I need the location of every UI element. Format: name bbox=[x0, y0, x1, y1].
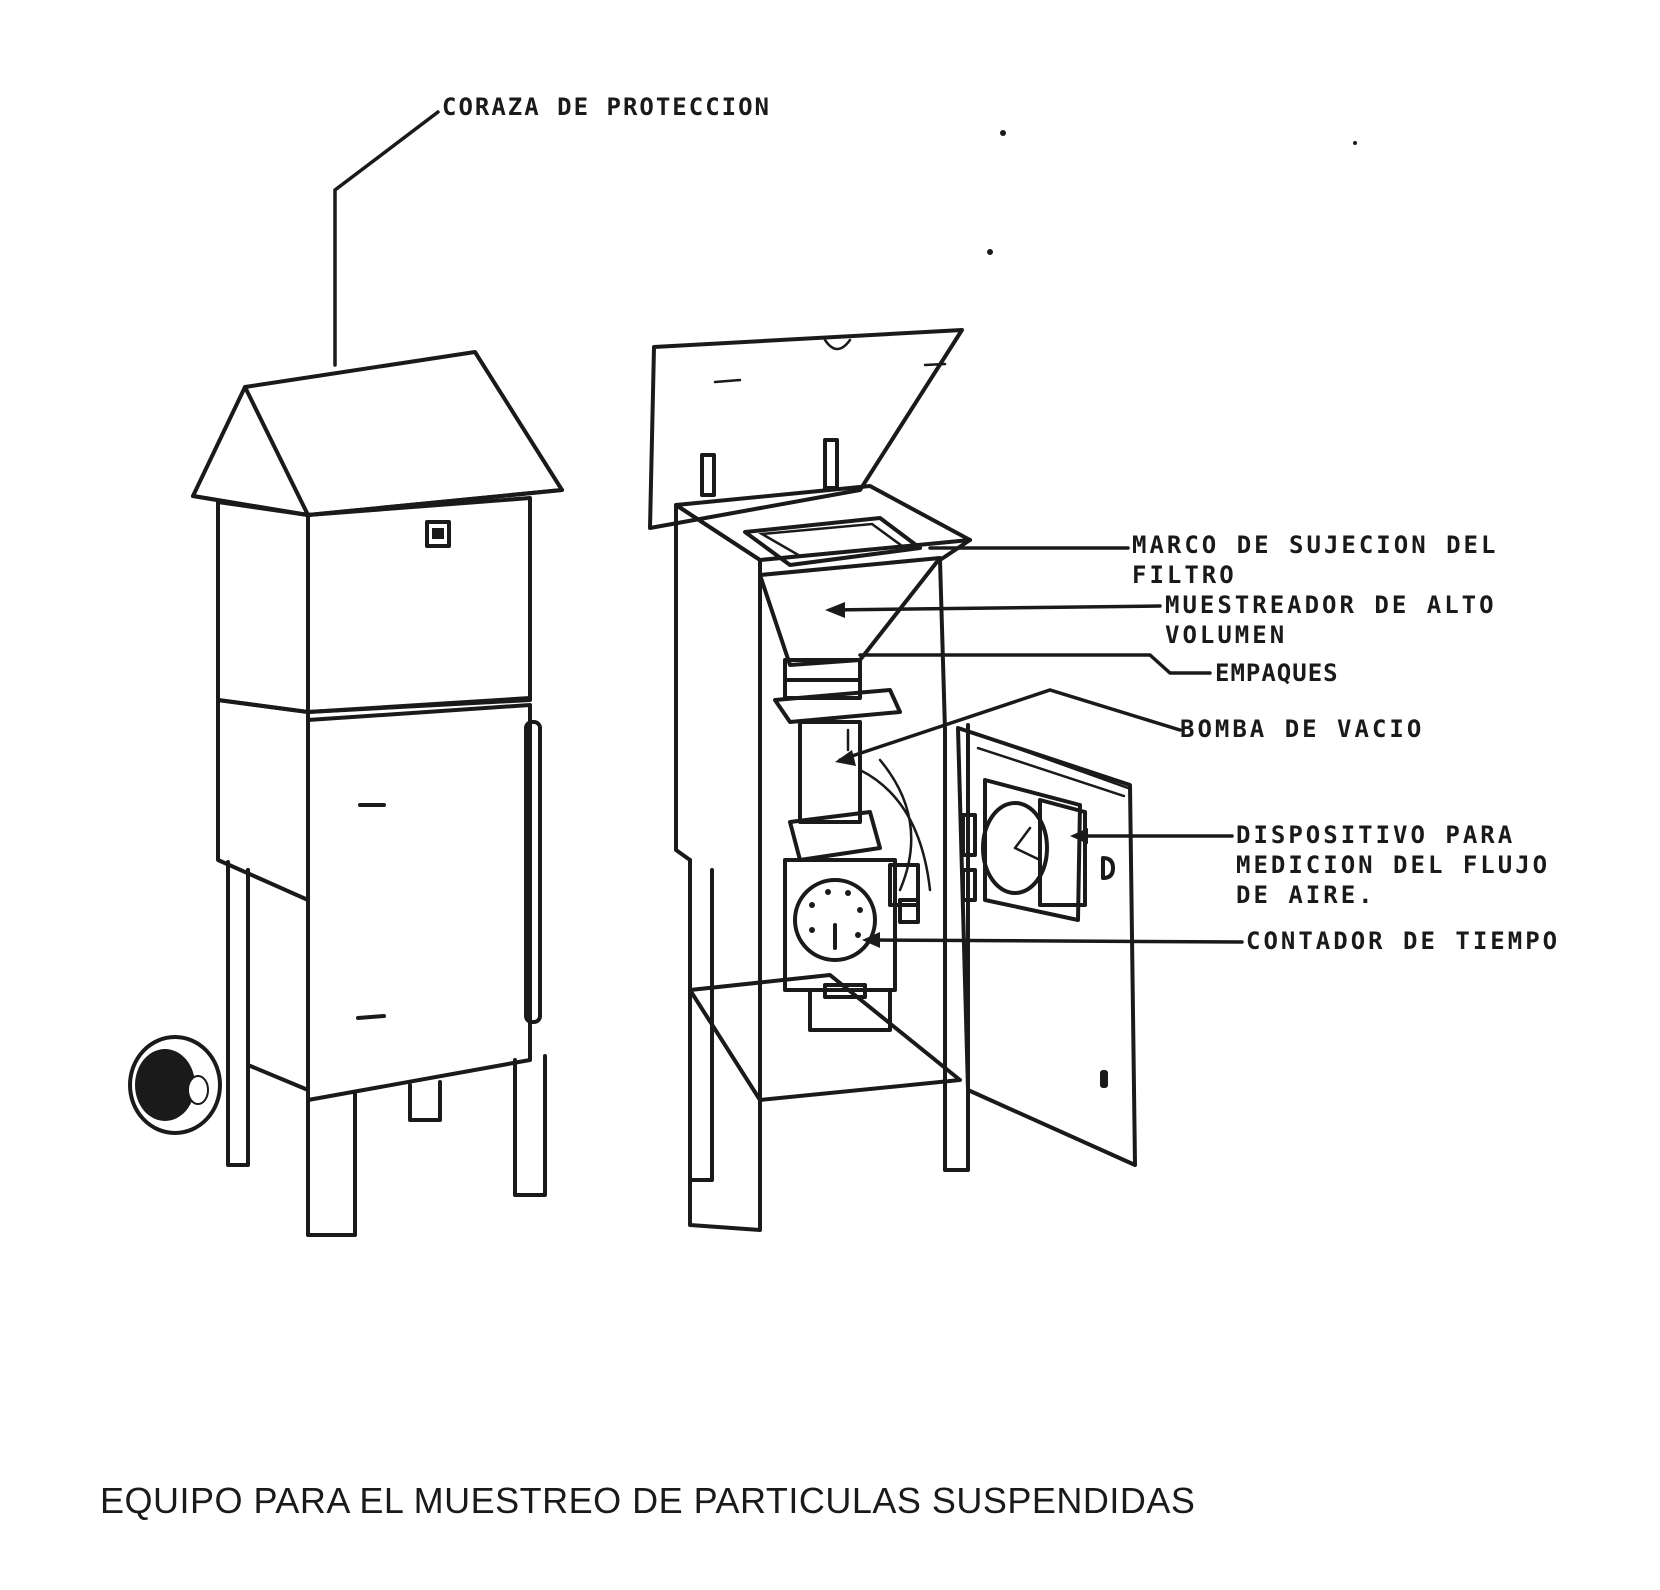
leader-muestreador bbox=[830, 606, 1160, 610]
label-muestreador-alto-volumen: MUESTREADOR DE ALTO VOLUMEN bbox=[1165, 591, 1497, 649]
label-marco-de-sujecion: MARCO DE SUJECION DEL FILTRO bbox=[1132, 531, 1499, 589]
leader-coraza bbox=[335, 112, 438, 365]
leader-contador bbox=[870, 940, 1242, 942]
leader-empaques bbox=[860, 655, 1210, 673]
leader-bomba bbox=[840, 690, 1180, 760]
label-contador-de-tiempo: CONTADOR DE TIEMPO bbox=[1246, 927, 1561, 955]
open-sampler-drawing bbox=[650, 330, 1135, 1230]
label-empaques: EMPAQUES bbox=[1215, 659, 1339, 687]
label-coraza-de-proteccion: CORAZA DE PROTECCION bbox=[442, 93, 771, 121]
figure-caption: EQUIPO PARA EL MUESTREO DE PARTICULAS SUSPENDIDAS bbox=[100, 1480, 1196, 1521]
label-bomba-de-vacio: BOMBA DE VACIO bbox=[1180, 715, 1425, 743]
closed-shelter-drawing bbox=[130, 352, 562, 1235]
scan-speckles bbox=[987, 130, 1357, 255]
label-dispositivo-flujo-aire: DISPOSITIVO PARA MEDICION DEL FLUJO DE AIRE. bbox=[1236, 821, 1551, 909]
